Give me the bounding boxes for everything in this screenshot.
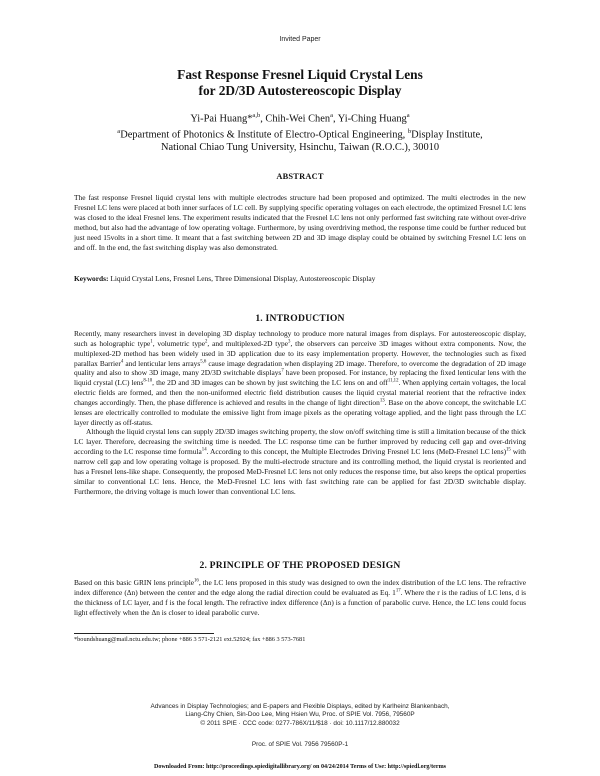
author-separator: ,	[332, 113, 338, 125]
text-run: . According to this concept, the Multiple Electrodes Driving Fresnel LC lens (MeD-Fresnel LC lens)	[206, 447, 507, 457]
author-1-affiliation-b: b	[256, 112, 261, 119]
citation: 2	[205, 339, 208, 345]
author-names	[60, 110, 540, 126]
citation: 17	[395, 588, 401, 594]
author-1-comma: ,	[255, 112, 257, 119]
footer-line-1: Advances in Display Technologies; and E-papers and Flexible Displays, edited by Karlheinz Blankenbach,	[150, 703, 450, 710]
principle-paragraph-1	[74, 578, 526, 617]
text-run: , volumetric type	[152, 338, 206, 348]
affiliation-marker-a: a	[117, 127, 121, 135]
author-1: Yi-Pai Huang*	[190, 113, 253, 125]
citation: 4	[120, 359, 124, 365]
text-run: , the 2D and 3D images can be shown by just switching the LC lens on and off	[152, 378, 388, 388]
affiliation-address: National Chiao Tung University, Hsinchu, Taiwan (R.O.C.), 30010	[160, 141, 440, 153]
abstract-heading: ABSTRACT	[276, 172, 324, 181]
introduction-body	[74, 329, 526, 496]
citation: 7	[281, 368, 284, 374]
text-run: and lenticular lens arrays	[123, 358, 201, 368]
text-run: . Base on the above concept, the switchable LC lenses are electrically controlled to modulate the emissive light from image pixels as the operating voltage applied, and the light pass through the LC layer directly as off-status.	[74, 397, 526, 427]
download-notice: Downloaded From: http://proceedings.spiedigitallibrary.org/ on 04/24/2014 Terms of Use: http://spiedl.org/terms	[153, 764, 447, 770]
citation: 8-10	[143, 378, 153, 384]
footer-line-2: Liang-Chy Chien, Sin-Doo Lee, Ming Hsien Wu, Proc. of SPIE Vol. 7956, 79560P	[185, 711, 415, 719]
citation: 5,6	[200, 359, 207, 365]
affiliation-a: Department of Photonics & Institute of Electro-Optical Engineering,	[120, 129, 408, 141]
text-run: with narrow cell gap and low operating voltage is proposed. By the multi-electrode structure and its controlling method, the liquid crystal is reoriented and has a Fresnel lens-like shape. Consequently, the proposed MeD-Fresnel LC lens not only reduces the response time, but also keeps the optical properties similar to conventional LC lens. Hence, the MeD-Fresnel LC lens with fast switching rate can be applied for fast 2D/3D switchable display. Furthermore, the driving voltage is much lower than conventional LC lens.	[74, 447, 526, 496]
section-heading-principle: 2. PRINCIPLE OF THE PROPOSED DESIGN	[199, 560, 401, 571]
author-separator: ,	[260, 113, 266, 125]
affiliation-b: Display Institute,	[411, 129, 483, 141]
text-run: have been proposed. For instance, by replacing the fixed lenticular lens with the liquid crystal (LC) lens	[74, 368, 526, 388]
keywords-list: Liquid Crystal Lens, Fresnel Lens, Three Dimensional Display, Autostereoscopic Display	[108, 274, 376, 283]
footnote-divider	[74, 633, 214, 634]
section-heading-introduction: 1. INTRODUCTION	[255, 313, 345, 324]
citation: 16	[194, 578, 199, 584]
author-2: Chih-Wei Chen	[265, 113, 331, 125]
author-1-affiliation-a: a	[252, 112, 256, 119]
footer-line-3: © 2011 SPIE · CCC code: 0277-786X/11/$18 · doi: 10.1117/12.880032	[200, 719, 400, 727]
principle-body	[74, 578, 526, 617]
citation: 1	[150, 339, 153, 345]
author-3-affiliation: a	[406, 112, 410, 119]
proceedings-page-number: Proc. of SPIE Vol. 7956 79560P-1	[251, 741, 349, 748]
abstract-text: The fast response Fresnel liquid crystal lens with multiple electrodes structure had been proposed and optimized. The multi electrodes in the new Fresnel LC lens were placed at both inner surfaces of LC cell. By supplying specific operating voltages on each electrode, the optimized Fresnel LC lens was closed to the ideal Fresnel lens. The experiment results indicated that the Fresnel LC lens not only performed fast switching rate without over-drive method, but also had the advantage of low operating voltage. Furthermore, by using overdriving method, the response time could be further reduced but just need 15volts in a short time. It meant that a fast switching between 2D and 3D image display could be obtained by switching Fresnel LC lens on and off. In the end, the fast switching display was also demonstrated.	[74, 193, 526, 252]
author-2-affiliation: a	[330, 112, 333, 119]
author-3: Yi-Ching Huang	[337, 113, 407, 125]
text-run: , the LC lens proposed in this study was designed to own the index distribution of the LC lens. The refractive index difference (Δn) between the center and the edge along the radial direction could be evaluated as Eq. 1	[74, 578, 526, 597]
text-run: , the observers can perceive 3D images without extra components. Now, the multiplexed-2D method has been widely used in 3D application due to its easy implementation property. However, the technologies such as fixed parallax Barrier	[74, 338, 526, 368]
publication-footer	[0, 703, 600, 728]
keywords-line	[74, 274, 526, 284]
invited-paper-label: Invited Paper	[279, 36, 321, 43]
text-run: cause image degradation when displaying 2D image. Therefore, to overcome the degradation of 2D image quality and also to show 3D image, many 2D/3D switchable displays	[74, 358, 526, 378]
affiliation-line	[60, 126, 540, 142]
citation: 15	[506, 447, 511, 453]
text-run: , and multiplexed-2D type	[207, 338, 289, 348]
author-block	[60, 110, 540, 154]
citation: 14	[201, 447, 207, 453]
citation: 3	[288, 339, 291, 345]
text-run: Although the liquid crystal lens can supply 2D/3D images switching property, the slow on/off switching time is still a limitation because of the thick LC layer. Therefore, decreasing the switching time is needed. The LC response time can be further improved by reducing cell gap and over-driving according to the LC response time formula	[74, 427, 526, 457]
intro-paragraph-2	[74, 427, 526, 496]
affiliation-marker-b: b	[407, 127, 412, 135]
citation: 11,12	[387, 378, 399, 384]
text-run: . When applying certain voltages, the local electric fields are formed, and then the non-uniformed electric field distribution causes the liquid crystal material reorient that the refractive index changes accordingly. Then, the phase difference is achieved and results in the change of light direction	[74, 378, 526, 407]
paper-title	[60, 67, 540, 99]
footnote-contact: *boundshuang@mail.nctu.edu.tw; phone +886 3 571-2121 ext.52924; fax +886 3 573-7681	[74, 636, 306, 643]
citation: 13	[379, 398, 385, 404]
text-run: Recently, many researchers invest in developing 3D display technology to produce more natural images from displays. For autostereoscopic display, such as holographic type	[74, 329, 526, 348]
title-line-2: for 2D/3D Autostereoscopic Display	[198, 83, 402, 98]
keywords-label: Keywords:	[74, 274, 109, 283]
text-run: Based on this basic GRIN lens principle	[74, 578, 195, 587]
text-run: . Where the r is the radius of LC lens, d is the thickness of LC layer, and f is the focal length. The refractive index difference (Δn) is a function of parabolic curve. Hence, the LC lens could focus light effectively when the Δn is closer to ideal parabolic curve.	[74, 587, 526, 617]
title-line-1: Fast Response Fresnel Liquid Crystal Lens	[177, 67, 423, 82]
intro-paragraph-1	[74, 329, 526, 427]
